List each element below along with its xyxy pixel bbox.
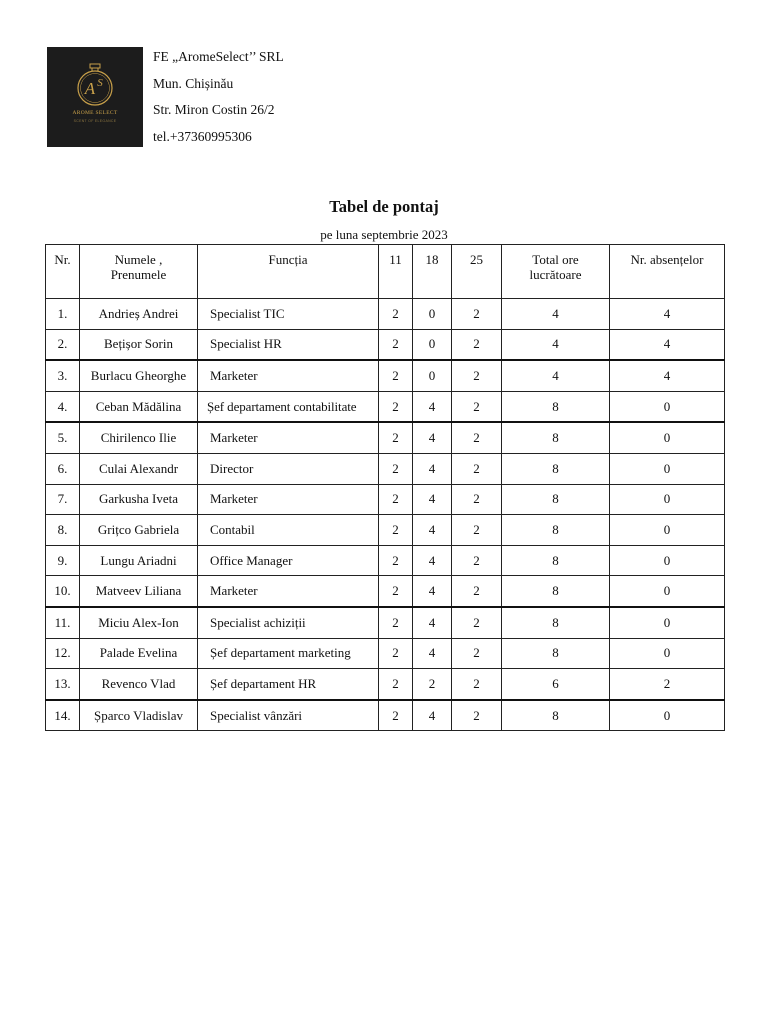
cell-day-25: 2: [452, 360, 502, 391]
cell-nr: 5.: [46, 422, 80, 453]
cell-total: 4: [502, 360, 610, 391]
cell-absences: 0: [610, 484, 725, 515]
cell-absences: 2: [610, 669, 725, 700]
table-row: [46, 576, 725, 607]
document-title: Tabel de pontaj: [329, 197, 439, 216]
cell-day-11: 2: [379, 638, 413, 669]
header-absences: Nr. absențelor: [610, 245, 725, 299]
table-row: [46, 669, 725, 700]
cell-absences: 0: [610, 422, 725, 453]
cell-absences: 4: [610, 360, 725, 391]
cell-absences: 0: [610, 453, 725, 484]
cell-name: Matveev Liliana: [80, 576, 198, 607]
cell-nr: 14.: [46, 700, 80, 731]
table-row: [46, 515, 725, 546]
cell-day-25: 2: [452, 391, 502, 422]
cell-name: Burlacu Gheorghe: [80, 360, 198, 391]
cell-day-11: 2: [379, 299, 413, 330]
table-row: [46, 607, 725, 638]
cell-function: Specialist achiziții: [198, 607, 379, 638]
cell-day-25: 2: [452, 453, 502, 484]
table-row: [46, 329, 725, 360]
cell-nr: 13.: [46, 669, 80, 700]
cell-nr: 9.: [46, 545, 80, 576]
cell-total: 4: [502, 299, 610, 330]
cell-day-18: 4: [413, 607, 452, 638]
company-street: Str. Miron Costin 26/2: [153, 102, 275, 117]
cell-total: 8: [502, 576, 610, 607]
cell-function: Șef departament marketing: [198, 638, 379, 669]
table-row: [46, 453, 725, 484]
cell-absences: 4: [610, 329, 725, 360]
cell-total: 4: [502, 329, 610, 360]
header-day-11: 11: [379, 245, 413, 299]
cell-absences: 0: [610, 391, 725, 422]
header-day-18: 18: [413, 245, 452, 299]
cell-name: Culai Alexandr: [80, 453, 198, 484]
cell-day-18: 4: [413, 391, 452, 422]
table-row: [46, 391, 725, 422]
table-row: [46, 422, 725, 453]
cell-function: Șef departament contabilitate: [198, 391, 379, 422]
cell-total: 8: [502, 453, 610, 484]
cell-day-18: 2: [413, 669, 452, 700]
cell-day-11: 2: [379, 329, 413, 360]
table-row: [46, 700, 725, 731]
cell-absences: 0: [610, 607, 725, 638]
cell-day-11: 2: [379, 576, 413, 607]
cell-name: Lungu Ariadni: [80, 545, 198, 576]
cell-day-25: 2: [452, 607, 502, 638]
cell-day-18: 4: [413, 576, 452, 607]
cell-nr: 11.: [46, 607, 80, 638]
cell-day-11: 2: [379, 607, 413, 638]
cell-day-18: 4: [413, 515, 452, 546]
cell-function: Marketer: [198, 360, 379, 391]
cell-nr: 2.: [46, 329, 80, 360]
cell-nr: 6.: [46, 453, 80, 484]
cell-total: 6: [502, 669, 610, 700]
cell-name: Ceban Mădălina: [80, 391, 198, 422]
cell-name: Chirilenco Ilie: [80, 422, 198, 453]
cell-name: Bețișor Sorin: [80, 329, 198, 360]
cell-absences: 4: [610, 299, 725, 330]
cell-day-18: 4: [413, 638, 452, 669]
cell-day-25: 2: [452, 515, 502, 546]
monogram-s: S: [97, 77, 103, 89]
cell-name: Garkusha Iveta: [80, 484, 198, 515]
cell-day-11: 2: [379, 422, 413, 453]
cell-total: 8: [502, 545, 610, 576]
cell-name: Șparco Vladislav: [80, 700, 198, 731]
cell-day-25: 2: [452, 638, 502, 669]
table-row: [46, 484, 725, 515]
cell-day-11: 2: [379, 669, 413, 700]
cell-total: 8: [502, 607, 610, 638]
header-nr: Nr.: [46, 245, 80, 299]
cell-absences: 0: [610, 638, 725, 669]
header-name-line1: Numele ,: [114, 252, 163, 267]
cell-function: Contabil: [198, 515, 379, 546]
cell-nr: 1.: [46, 299, 80, 330]
cell-function: Șef departament HR: [198, 669, 379, 700]
cell-nr: 12.: [46, 638, 80, 669]
cell-nr: 4.: [46, 391, 80, 422]
cell-function: Director: [198, 453, 379, 484]
cell-function: Specialist vânzări: [198, 700, 379, 731]
cell-day-25: 2: [452, 484, 502, 515]
table-row: [46, 638, 725, 669]
cell-day-25: 2: [452, 669, 502, 700]
table-row: [46, 360, 725, 391]
header-name: [80, 245, 198, 299]
monogram-a: A: [84, 79, 96, 98]
header-function: Funcția: [198, 245, 379, 299]
cell-nr: 10.: [46, 576, 80, 607]
document-subtitle: pe luna septembrie 2023: [320, 227, 448, 242]
cell-day-11: 2: [379, 515, 413, 546]
header-day-25: 25: [452, 245, 502, 299]
perfume-bottle-icon: [47, 47, 143, 147]
cell-day-18: 0: [413, 329, 452, 360]
cell-name: Miciu Alex-Ion: [80, 607, 198, 638]
cell-name: Revenco Vlad: [80, 669, 198, 700]
cell-absences: 0: [610, 700, 725, 731]
cell-day-18: 4: [413, 700, 452, 731]
cell-name: Andrieș Andrei: [80, 299, 198, 330]
cell-function: Marketer: [198, 484, 379, 515]
cell-function: Office Manager: [198, 545, 379, 576]
company-name: FE „AromeSelect’’ SRL: [153, 49, 284, 64]
cell-day-11: 2: [379, 700, 413, 731]
cell-day-25: 2: [452, 700, 502, 731]
cell-absences: 0: [610, 545, 725, 576]
cell-day-25: 2: [452, 299, 502, 330]
cell-function: Marketer: [198, 422, 379, 453]
company-logo: [47, 47, 143, 147]
cell-nr: 8.: [46, 515, 80, 546]
header-name-line2: Prenumele: [110, 267, 167, 282]
cell-day-25: 2: [452, 576, 502, 607]
cell-day-11: 2: [379, 453, 413, 484]
cell-day-18: 4: [413, 484, 452, 515]
cell-name: Palade Evelina: [80, 638, 198, 669]
cell-day-25: 2: [452, 329, 502, 360]
cell-name: Grițco Gabriela: [80, 515, 198, 546]
table-row: [46, 545, 725, 576]
cell-day-18: 0: [413, 360, 452, 391]
cell-day-11: 2: [379, 360, 413, 391]
cell-function: Specialist HR: [198, 329, 379, 360]
cell-day-25: 2: [452, 545, 502, 576]
company-info: [153, 44, 284, 150]
cell-day-11: 2: [379, 484, 413, 515]
cell-function: Marketer: [198, 576, 379, 607]
cell-nr: 3.: [46, 360, 80, 391]
cell-nr: 7.: [46, 484, 80, 515]
cell-day-25: 2: [452, 422, 502, 453]
logo-tagline: SCENT OF ELEGANCE: [73, 119, 117, 123]
logo-brand-text: AROME SELECT: [72, 110, 118, 116]
cell-day-11: 2: [379, 545, 413, 576]
cell-total: 8: [502, 515, 610, 546]
cell-total: 8: [502, 484, 610, 515]
company-phone: tel.+37360995306: [153, 128, 252, 144]
header-total-line1: Total ore: [532, 252, 579, 267]
header-row: [46, 245, 725, 299]
header-total-line2: lucrătoare: [529, 267, 582, 282]
cell-function: Specialist TIC: [198, 299, 379, 330]
cell-total: 8: [502, 391, 610, 422]
cell-total: 8: [502, 638, 610, 669]
company-city: Mun. Chișinău: [153, 75, 234, 91]
cell-total: 8: [502, 422, 610, 453]
cell-absences: 0: [610, 515, 725, 546]
cell-day-18: 4: [413, 453, 452, 484]
table-row: [46, 299, 725, 330]
cell-day-18: 0: [413, 299, 452, 330]
cell-total: 8: [502, 700, 610, 731]
cell-absences: 0: [610, 576, 725, 607]
header-total: [502, 245, 610, 299]
cell-day-18: 4: [413, 545, 452, 576]
timesheet-table: [45, 244, 725, 731]
cell-day-11: 2: [379, 391, 413, 422]
cell-day-18: 4: [413, 422, 452, 453]
